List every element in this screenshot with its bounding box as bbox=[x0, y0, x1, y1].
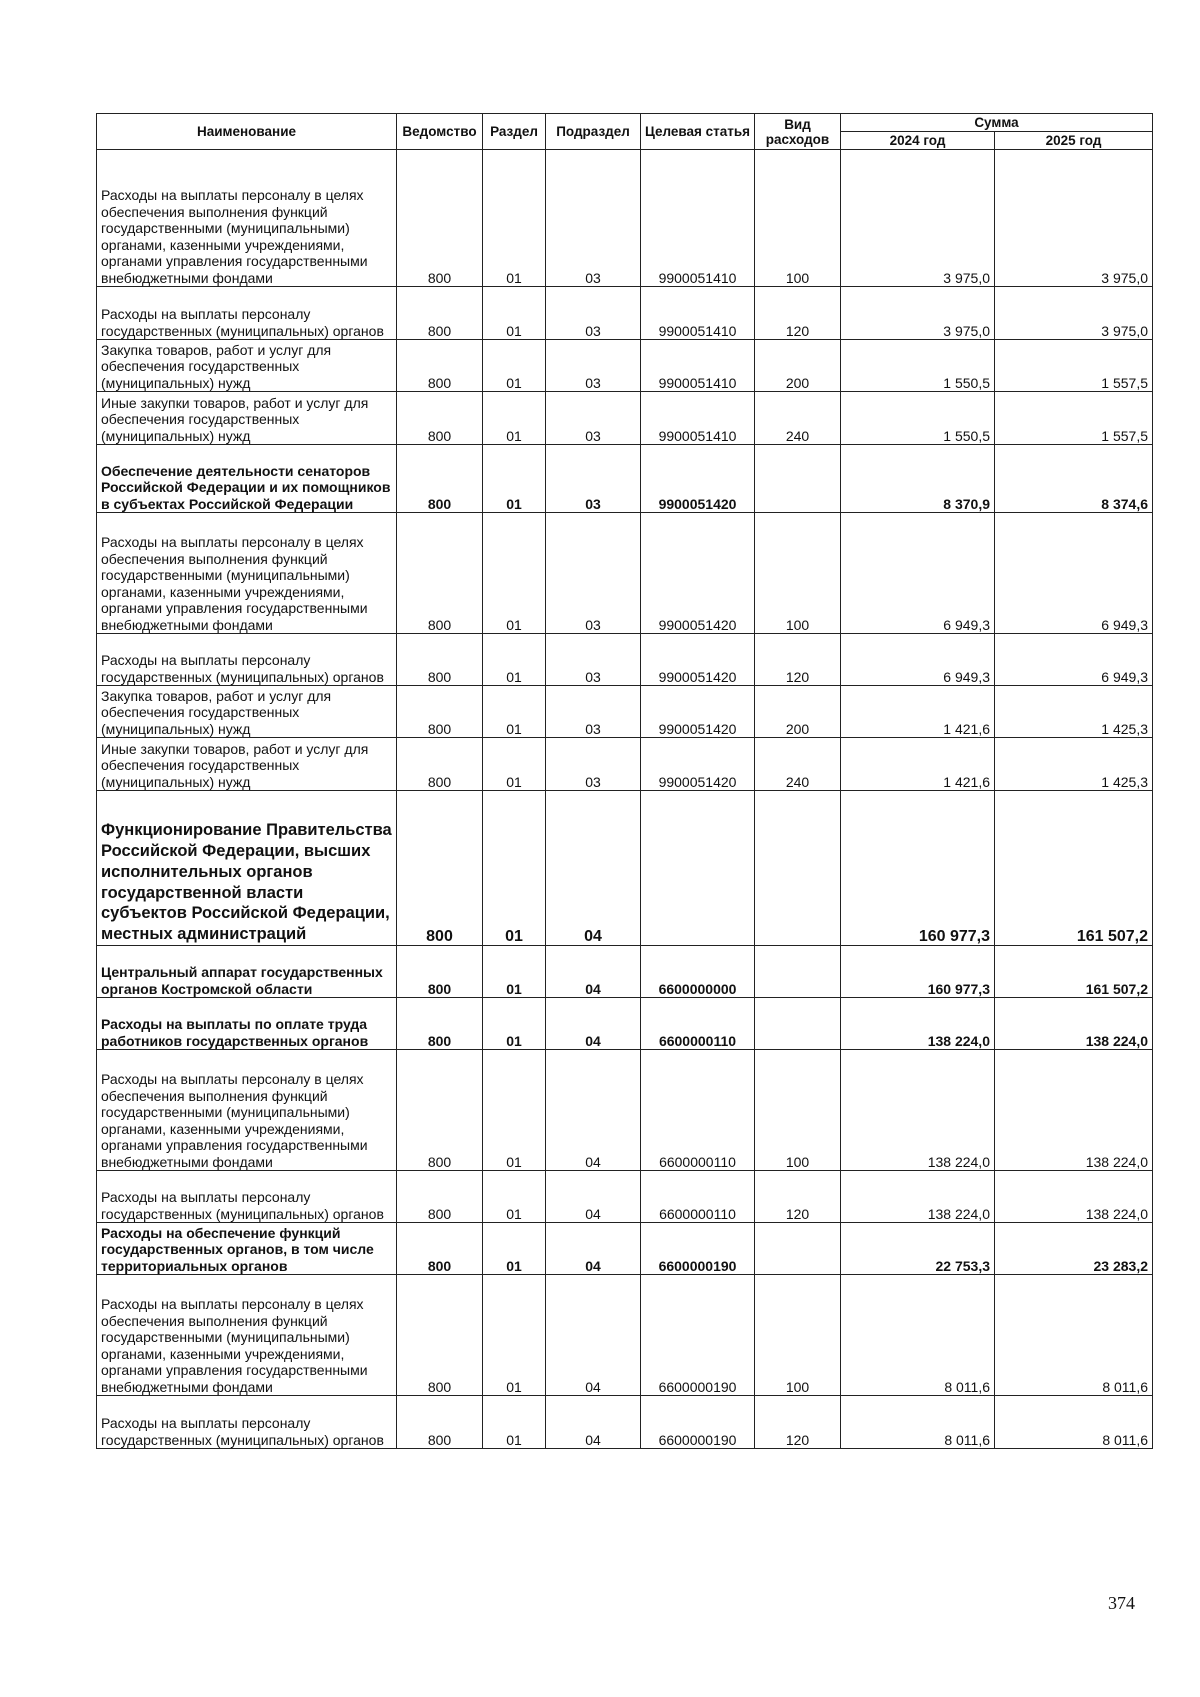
row-sum-2024: 160 977,3 bbox=[841, 791, 995, 946]
row-sum-2025: 1 425,3 bbox=[995, 686, 1153, 738]
row-podrazdel: 04 bbox=[546, 1050, 641, 1171]
row-podrazdel: 03 bbox=[546, 634, 641, 686]
row-sum-2024: 138 224,0 bbox=[841, 998, 995, 1050]
table-row bbox=[97, 791, 1153, 946]
row-celevaya-statya: 9900051410 bbox=[641, 150, 755, 287]
row-razdel: 01 bbox=[483, 287, 546, 340]
table-row bbox=[97, 287, 1153, 340]
row-razdel: 01 bbox=[483, 1050, 546, 1171]
row-sum-2024: 6 949,3 bbox=[841, 634, 995, 686]
row-razdel: 01 bbox=[483, 392, 546, 445]
row-name: Расходы на выплаты персоналу государственных (муниципальных) органов bbox=[97, 1171, 397, 1223]
row-sum-2024: 3 975,0 bbox=[841, 287, 995, 340]
row-vid-raskhodov bbox=[755, 791, 841, 946]
row-sum-2024: 22 753,3 bbox=[841, 1223, 995, 1275]
header-celevaya-statya: Целевая статья bbox=[641, 114, 755, 150]
row-vid-raskhodov: 200 bbox=[755, 340, 841, 392]
row-sum-2024: 138 224,0 bbox=[841, 1050, 995, 1171]
row-podrazdel: 04 bbox=[546, 1396, 641, 1449]
row-vedomstvo: 800 bbox=[397, 1223, 483, 1275]
row-celevaya-statya: 6600000190 bbox=[641, 1396, 755, 1449]
row-vedomstvo: 800 bbox=[397, 738, 483, 791]
row-razdel: 01 bbox=[483, 340, 546, 392]
header-year-2024: 2024 год bbox=[841, 132, 995, 150]
row-celevaya-statya: 6600000110 bbox=[641, 1171, 755, 1223]
table-row bbox=[97, 340, 1153, 392]
row-podrazdel: 03 bbox=[546, 686, 641, 738]
row-name: Закупка товаров, работ и услуг для обеспечения государственных (муниципальных) нужд bbox=[97, 686, 397, 738]
row-name: Расходы на выплаты персоналу государственных (муниципальных) органов bbox=[97, 1396, 397, 1449]
table-row bbox=[97, 1396, 1153, 1449]
row-vedomstvo: 800 bbox=[397, 513, 483, 634]
row-podrazdel: 03 bbox=[546, 150, 641, 287]
row-name: Расходы на выплаты персоналу государственных (муниципальных) органов bbox=[97, 634, 397, 686]
table-row bbox=[97, 1223, 1153, 1275]
row-celevaya-statya: 9900051410 bbox=[641, 340, 755, 392]
row-vid-raskhodov: 100 bbox=[755, 1275, 841, 1396]
header-summa: Сумма bbox=[841, 114, 1153, 132]
row-vedomstvo: 800 bbox=[397, 998, 483, 1050]
table-header bbox=[97, 114, 1153, 150]
row-name: Расходы на выплаты персоналу в целях обеспечения выполнения функций государственными (муниципальными) органами, казенными учреждениями, органами управления государственными внебюджетными фондами bbox=[97, 513, 397, 634]
row-podrazdel: 04 bbox=[546, 998, 641, 1050]
row-podrazdel: 03 bbox=[546, 445, 641, 513]
row-sum-2025: 23 283,2 bbox=[995, 1223, 1153, 1275]
row-sum-2025: 1 557,5 bbox=[995, 392, 1153, 445]
row-sum-2025: 8 011,6 bbox=[995, 1396, 1153, 1449]
row-sum-2025: 6 949,3 bbox=[995, 634, 1153, 686]
row-vedomstvo: 800 bbox=[397, 1171, 483, 1223]
budget-table bbox=[96, 113, 1153, 1449]
row-vedomstvo: 800 bbox=[397, 634, 483, 686]
row-podrazdel: 04 bbox=[546, 946, 641, 998]
row-razdel: 01 bbox=[483, 998, 546, 1050]
row-sum-2024: 8 011,6 bbox=[841, 1275, 995, 1396]
row-name: Расходы на выплаты по оплате труда работников государственных органов bbox=[97, 998, 397, 1050]
row-vid-raskhodov: 120 bbox=[755, 287, 841, 340]
row-name: Центральный аппарат государственных органов Костромской области bbox=[97, 946, 397, 998]
row-celevaya-statya: 9900051420 bbox=[641, 445, 755, 513]
row-celevaya-statya: 6600000190 bbox=[641, 1223, 755, 1275]
row-vedomstvo: 800 bbox=[397, 686, 483, 738]
row-vedomstvo: 800 bbox=[397, 150, 483, 287]
table-row bbox=[97, 1171, 1153, 1223]
table-row bbox=[97, 1050, 1153, 1171]
row-sum-2025: 6 949,3 bbox=[995, 513, 1153, 634]
row-name: Закупка товаров, работ и услуг для обеспечения государственных (муниципальных) нужд bbox=[97, 340, 397, 392]
row-sum-2024: 6 949,3 bbox=[841, 513, 995, 634]
row-razdel: 01 bbox=[483, 946, 546, 998]
row-vid-raskhodov: 120 bbox=[755, 1396, 841, 1449]
row-celevaya-statya: 6600000110 bbox=[641, 1050, 755, 1171]
row-sum-2024: 1 421,6 bbox=[841, 686, 995, 738]
row-sum-2025: 8 011,6 bbox=[995, 1275, 1153, 1396]
row-razdel: 01 bbox=[483, 634, 546, 686]
table-row bbox=[97, 1275, 1153, 1396]
row-razdel: 01 bbox=[483, 1275, 546, 1396]
row-vedomstvo: 800 bbox=[397, 392, 483, 445]
row-vedomstvo: 800 bbox=[397, 1396, 483, 1449]
table-row bbox=[97, 445, 1153, 513]
row-vid-raskhodov: 100 bbox=[755, 1050, 841, 1171]
row-razdel: 01 bbox=[483, 1171, 546, 1223]
row-sum-2024: 8 011,6 bbox=[841, 1396, 995, 1449]
table-body bbox=[97, 150, 1153, 1449]
row-vid-raskhodov bbox=[755, 998, 841, 1050]
row-podrazdel: 03 bbox=[546, 340, 641, 392]
row-vid-raskhodov: 100 bbox=[755, 513, 841, 634]
row-celevaya-statya: 9900051420 bbox=[641, 513, 755, 634]
row-sum-2025: 161 507,2 bbox=[995, 791, 1153, 946]
row-vedomstvo: 800 bbox=[397, 946, 483, 998]
row-vid-raskhodov bbox=[755, 445, 841, 513]
row-name: Расходы на обеспечение функций государственных органов, в том числе территориальных органов bbox=[97, 1223, 397, 1275]
row-celevaya-statya: 9900051410 bbox=[641, 287, 755, 340]
row-razdel: 01 bbox=[483, 1396, 546, 1449]
row-vid-raskhodov: 120 bbox=[755, 1171, 841, 1223]
row-celevaya-statya bbox=[641, 791, 755, 946]
row-sum-2024: 1 421,6 bbox=[841, 738, 995, 791]
row-podrazdel: 03 bbox=[546, 287, 641, 340]
row-name: Расходы на выплаты персоналу в целях обеспечения выполнения функций государственными (муниципальными) органами, казенными учреждениями, органами управления государственными внебюджетными фондами bbox=[97, 150, 397, 287]
row-sum-2025: 3 975,0 bbox=[995, 287, 1153, 340]
row-podrazdel: 04 bbox=[546, 1275, 641, 1396]
row-name: Расходы на выплаты персоналу в целях обеспечения выполнения функций государственными (муниципальными) органами, казенными учреждениями, органами управления государственными внебюджетными фондами bbox=[97, 1050, 397, 1171]
row-razdel: 01 bbox=[483, 513, 546, 634]
row-sum-2024: 1 550,5 bbox=[841, 340, 995, 392]
row-sum-2025: 1 425,3 bbox=[995, 738, 1153, 791]
row-celevaya-statya: 9900051420 bbox=[641, 686, 755, 738]
row-sum-2024: 160 977,3 bbox=[841, 946, 995, 998]
row-sum-2024: 138 224,0 bbox=[841, 1171, 995, 1223]
row-sum-2024: 3 975,0 bbox=[841, 150, 995, 287]
header-podrazdel: Подраздел bbox=[546, 114, 641, 150]
row-name: Расходы на выплаты персоналу государственных (муниципальных) органов bbox=[97, 287, 397, 340]
table-row bbox=[97, 392, 1153, 445]
row-vid-raskhodov: 240 bbox=[755, 392, 841, 445]
row-vid-raskhodov bbox=[755, 946, 841, 998]
table-row bbox=[97, 634, 1153, 686]
row-name: Обеспечение деятельности сенаторов Российской Федерации и их помощников в субъектах Российской Федерации bbox=[97, 445, 397, 513]
row-vedomstvo: 800 bbox=[397, 445, 483, 513]
row-name: Иные закупки товаров, работ и услуг для обеспечения государственных (муниципальных) нужд bbox=[97, 392, 397, 445]
row-podrazdel: 03 bbox=[546, 738, 641, 791]
row-celevaya-statya: 6600000000 bbox=[641, 946, 755, 998]
row-razdel: 01 bbox=[483, 445, 546, 513]
row-sum-2025: 1 557,5 bbox=[995, 340, 1153, 392]
row-sum-2025: 138 224,0 bbox=[995, 998, 1153, 1050]
row-razdel: 01 bbox=[483, 791, 546, 946]
row-celevaya-statya: 9900051420 bbox=[641, 738, 755, 791]
row-razdel: 01 bbox=[483, 150, 546, 287]
row-vid-raskhodov: 200 bbox=[755, 686, 841, 738]
row-razdel: 01 bbox=[483, 738, 546, 791]
header-razdel: Раздел bbox=[483, 114, 546, 150]
row-podrazdel: 03 bbox=[546, 513, 641, 634]
row-vid-raskhodov: 100 bbox=[755, 150, 841, 287]
row-celevaya-statya: 9900051410 bbox=[641, 392, 755, 445]
row-vid-raskhodov bbox=[755, 1223, 841, 1275]
row-podrazdel: 03 bbox=[546, 392, 641, 445]
table-row bbox=[97, 738, 1153, 791]
row-sum-2025: 161 507,2 bbox=[995, 946, 1153, 998]
row-celevaya-statya: 9900051420 bbox=[641, 634, 755, 686]
header-vid-raskhodov: Вид расходов bbox=[755, 114, 841, 150]
table-row bbox=[97, 150, 1153, 287]
row-sum-2025: 3 975,0 bbox=[995, 150, 1153, 287]
row-name: Функционирование Правительства Российской Федерации, высших исполнительных органов государственной власти субъектов Российской Федерации, местных администраций bbox=[97, 791, 397, 946]
row-sum-2025: 138 224,0 bbox=[995, 1050, 1153, 1171]
row-vid-raskhodov: 240 bbox=[755, 738, 841, 791]
row-sum-2025: 138 224,0 bbox=[995, 1171, 1153, 1223]
row-vedomstvo: 800 bbox=[397, 1275, 483, 1396]
row-name: Расходы на выплаты персоналу в целях обеспечения выполнения функций государственными (муниципальными) органами, казенными учреждениями, органами управления государственными внебюджетными фондами bbox=[97, 1275, 397, 1396]
row-celevaya-statya: 6600000190 bbox=[641, 1275, 755, 1396]
row-podrazdel: 04 bbox=[546, 791, 641, 946]
row-sum-2024: 1 550,5 bbox=[841, 392, 995, 445]
row-podrazdel: 04 bbox=[546, 1223, 641, 1275]
table-row bbox=[97, 686, 1153, 738]
row-celevaya-statya: 6600000110 bbox=[641, 998, 755, 1050]
table-row bbox=[97, 998, 1153, 1050]
row-razdel: 01 bbox=[483, 686, 546, 738]
row-vedomstvo: 800 bbox=[397, 1050, 483, 1171]
row-sum-2025: 8 374,6 bbox=[995, 445, 1153, 513]
table-row bbox=[97, 946, 1153, 998]
row-sum-2024: 8 370,9 bbox=[841, 445, 995, 513]
page-number: 374 bbox=[1108, 1593, 1135, 1613]
table-row bbox=[97, 513, 1153, 634]
header-year-2025: 2025 год bbox=[995, 132, 1153, 150]
row-razdel: 01 bbox=[483, 1223, 546, 1275]
row-vid-raskhodov: 120 bbox=[755, 634, 841, 686]
header-vedomstvo: Ведомство bbox=[397, 114, 483, 150]
header-name: Наименование bbox=[97, 114, 397, 150]
row-name: Иные закупки товаров, работ и услуг для обеспечения государственных (муниципальных) нужд bbox=[97, 738, 397, 791]
row-vedomstvo: 800 bbox=[397, 791, 483, 946]
row-vedomstvo: 800 bbox=[397, 340, 483, 392]
row-vedomstvo: 800 bbox=[397, 287, 483, 340]
row-podrazdel: 04 bbox=[546, 1171, 641, 1223]
